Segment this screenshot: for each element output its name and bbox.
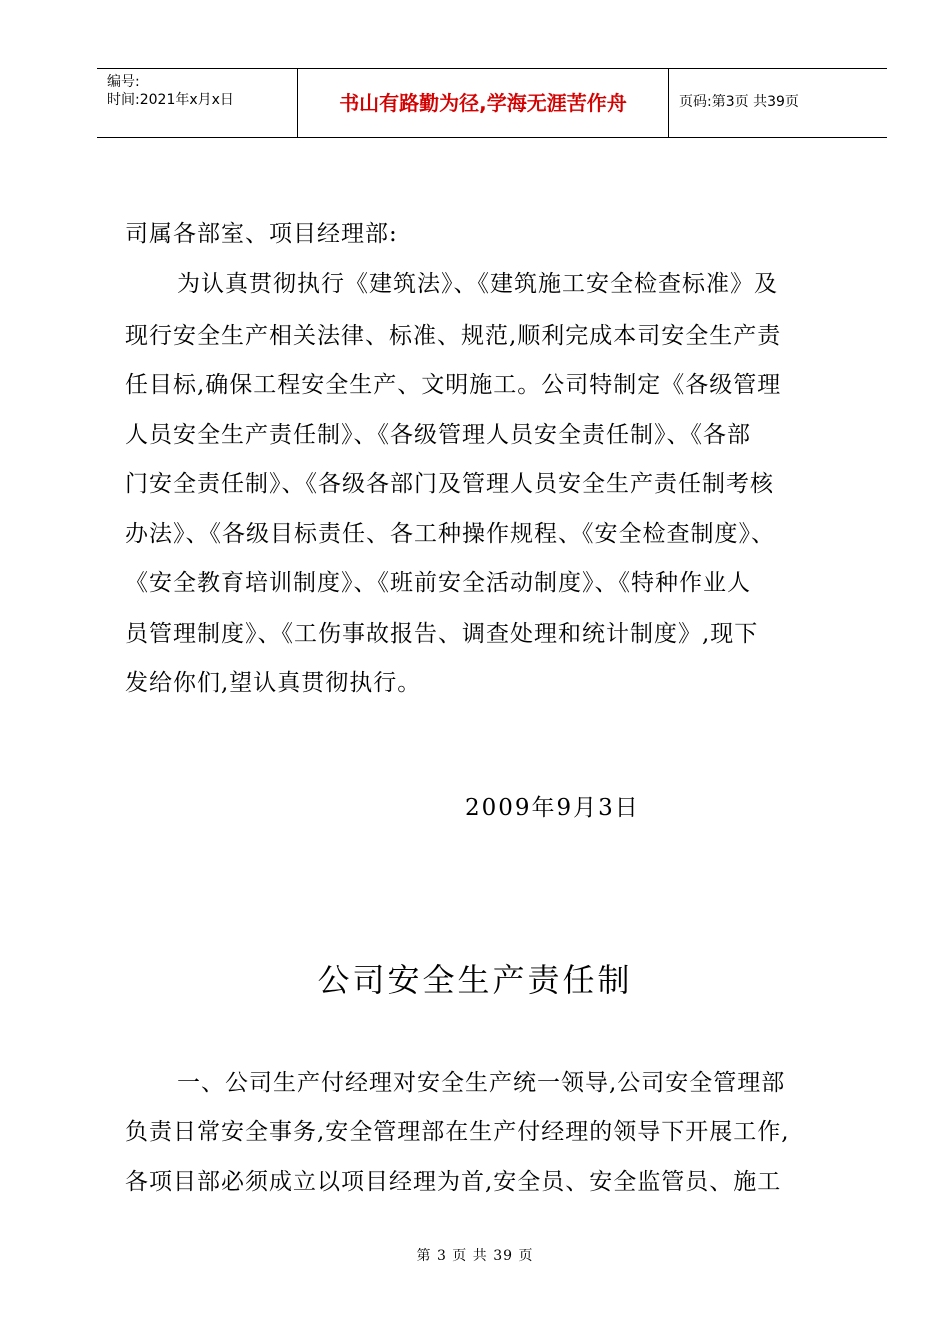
header-motto-cell	[298, 69, 669, 137]
paragraph-line: 办法》、《各级目标责任、各工种操作规程、《安全检查制度》、	[125, 521, 775, 547]
header-page-cell	[669, 69, 887, 137]
paragraph-line: 发给你们,望认真贯彻执行。	[125, 670, 422, 696]
header-meta-cell	[97, 69, 298, 137]
paragraph-line: 人员安全生产责任制》、《各级管理人员安全责任制》、《各部	[125, 422, 751, 448]
paragraph-line: 为认真贯彻执行《建筑法》、《建筑施工安全检查标准》及	[177, 271, 778, 297]
section-line: 一、公司生产付经理对安全生产统一领导,公司安全管理部	[177, 1070, 786, 1096]
document-date: 2009年9月3日	[465, 795, 640, 821]
header-page-number: 页码:第3页 共39页	[679, 94, 799, 110]
section-line: 各项目部必须成立以项目经理为首,安全员、安全监管员、施工	[125, 1169, 782, 1195]
salutation: 司属各部室、项目经理部:	[125, 221, 398, 247]
section-title: 公司安全生产责任制	[317, 961, 633, 999]
paragraph-line: 现行安全生产相关法律、标准、规范,顺利完成本司安全生产责	[125, 323, 782, 349]
paragraph-line: 任目标,确保工程安全生产、文明施工。公司特制定《各级管理	[125, 372, 782, 398]
paragraph-line: 《安全教育培训制度》、《班前安全活动制度》、《特种作业人	[125, 570, 751, 596]
page-footer: 第 3 页 共 39 页	[416, 1248, 534, 1264]
paragraph-line: 员管理制度》、《工伤事故报告、调查处理和统计制度》,现下	[125, 621, 759, 647]
document-time-label: 时间:2021年x月x日	[107, 92, 234, 108]
header-motto: 书山有路勤为径,学海无涯苦作舟	[339, 91, 627, 115]
page-header	[97, 68, 887, 138]
section-line: 负责日常安全事务,安全管理部在生产付经理的领导下开展工作,	[125, 1119, 790, 1145]
document-number-label: 编号:	[107, 74, 140, 90]
paragraph-line: 门安全责任制》、《各级各部门及管理人员安全生产责任制考核	[125, 471, 774, 497]
